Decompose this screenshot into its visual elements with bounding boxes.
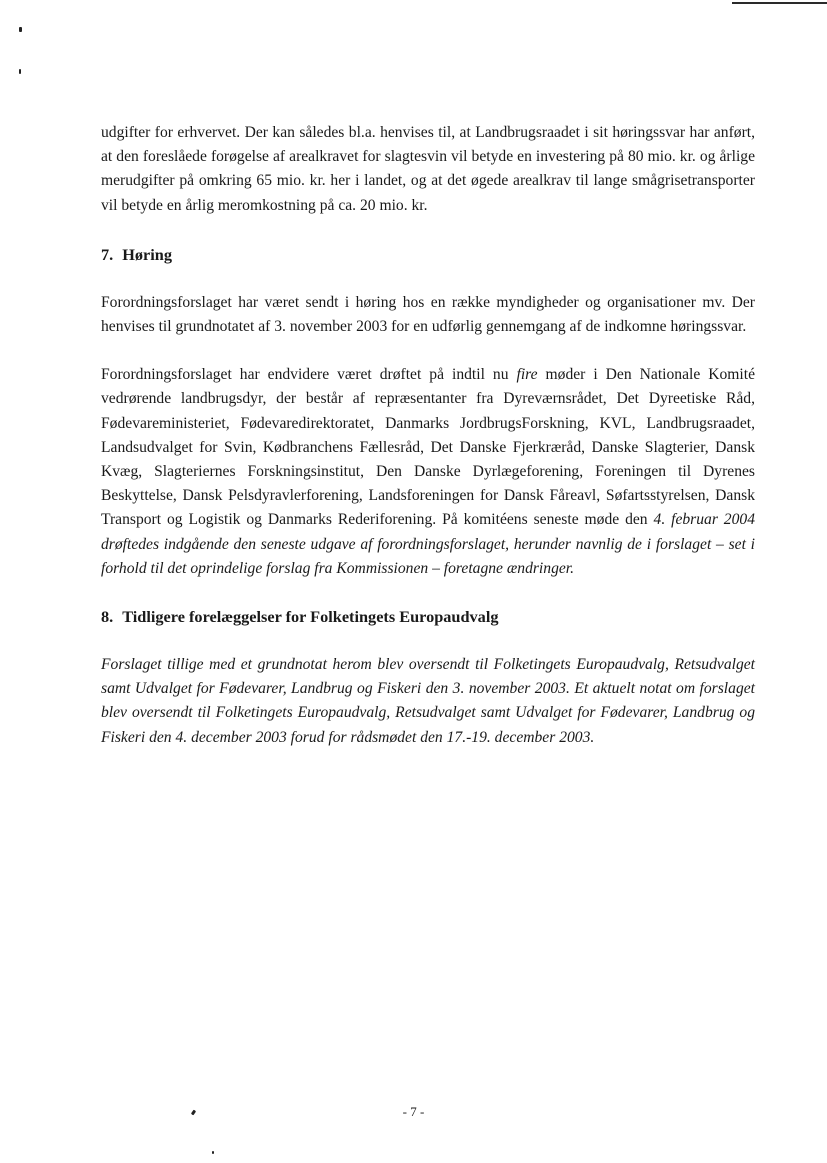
intro-paragraph: udgifter for erhvervet. Der kan således bl.a. henvises til, at Landbrugsraadet i sit høringssvar har anført, at den foreslåede forøgelse af arealkravet for slagtesvin vil betyde en investering på 80 mio. kr. og årlige merudgifter på omkring 65 mio. kr. her i landet, og at det øgede arealkrav til lange smågrisetransporter vil betyde en årlig meromkostning på ca. 20 mio. kr. bbox=[101, 124, 755, 214]
scan-speck bbox=[19, 27, 22, 32]
scan-top-rule bbox=[732, 2, 827, 4]
page-number: - 7 - bbox=[402, 1104, 425, 1119]
section-7-paragraph-2-italic: 4. februar 2004 drøftedes indgående den seneste udgave af forordningsforslaget, herunder navnlig de i forslaget – set i forhold til det oprindelige forslag fra Kommissionen – foretagne ændringer. bbox=[101, 511, 755, 577]
section-8-number: 8. bbox=[101, 607, 114, 627]
section-7-paragraph-2-text-a: Forordningsforslaget har endvidere været drøftet på indtil nu bbox=[101, 366, 517, 384]
section-7-title: Høring bbox=[122, 244, 172, 264]
section-7-paragraph-1: Forordningsforslaget har været sendt i høring hos en række myndigheder og organisationer mv. Der henvises til grundnotatet af 3. november 2003 for en udførlig gennemgang af de indkomne høringssvar. bbox=[101, 293, 755, 336]
section-7-heading bbox=[101, 243, 755, 267]
section-7-paragraph-2 bbox=[101, 363, 755, 581]
document-page bbox=[101, 121, 755, 750]
section-7-paragraph-2-text-b: møder i Den Nationale Komité vedrørende landbrugsdyr, der består af repræsentanter fra Dyreværnsrådet, Det Dyreetiske Råd, Fødevareministeriet, Fødevaredirektoratet, Danmarks JordbrugsForskning, KVL, Landbrugsraadet, Landsudvalget for Svin, Kødbranchens Fællesråd, Det Danske Fjerkræråd, Danske Slagterier, Dansk Kvæg, Slagteriernes Forskningsinstitut, Den Danske Dyrlægeforening, Foreningen til Dyrenes Beskyttelse, Dansk Pelsdyravlerforening, Landsforeningen for Dansk Fåreavl, Søfartsstyrelsen, Dansk Transport og Logistik og Danmarks Rederiforening. På komitéens seneste møde den bbox=[101, 366, 756, 529]
scan-speck bbox=[19, 69, 21, 74]
section-8-heading bbox=[101, 605, 755, 629]
scan-speck bbox=[212, 1151, 214, 1154]
section-7-number: 7. bbox=[101, 244, 114, 264]
section-8-title: Tidligere forelæggelser for Folketingets Europaudvalg bbox=[122, 607, 499, 627]
section-8-paragraph-1: Forslaget tillige med et grundnotat herom blev oversendt til Folketingets Europaudvalg, Retsudvalget samt Udvalget for Fødevarer, Landbrug og Fiskeri den 3. november 2003. Et aktuelt notat om forslaget blev oversendt til Folketingets Europaudvalg, Retsudvalget samt Udvalget for Fødevarer, Landbrug og Fiskeri den 4. december 2003 forud for rådsmødet den 17.-19. december 2003. bbox=[101, 656, 755, 746]
section-7-paragraph-2-emphasis: fire bbox=[516, 366, 538, 384]
